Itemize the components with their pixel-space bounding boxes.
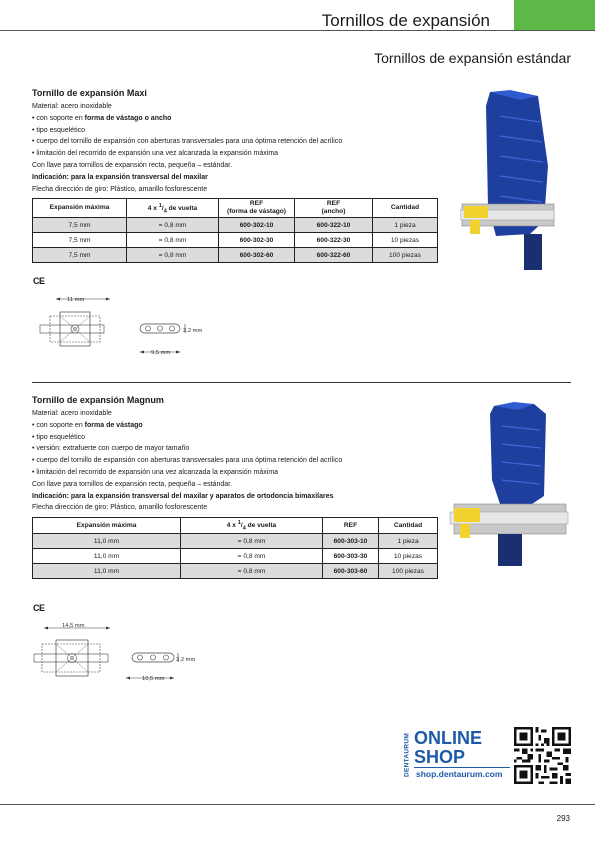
table-cell: 10 piezas <box>373 233 438 248</box>
table-cell: 1 pieza <box>373 218 438 233</box>
table-row <box>33 218 438 233</box>
table-cell: 600-303-30 <box>323 549 379 564</box>
dim-height-label: 3,2 mm <box>176 657 196 663</box>
table-cell: 7,5 mm <box>33 218 127 233</box>
bullet-text: con soporte en <box>36 114 85 122</box>
online-shop-block[interactable] <box>400 727 572 783</box>
product-title: Tornillo de expansión Maxi <box>32 88 147 98</box>
table-cell: 1 pieza <box>379 534 438 549</box>
col-header-sub: (ancho) <box>321 208 346 216</box>
product-title: Tornillo de expansión Magnum <box>32 395 164 405</box>
table-cell: = 0,8 mm <box>127 248 219 263</box>
bullet-item <box>32 136 440 148</box>
table-cell: 600-322-10 <box>295 218 373 233</box>
table-header-row <box>33 518 438 534</box>
material-line: Material: acero inoxidable <box>32 410 112 417</box>
shop-rule <box>414 767 510 768</box>
col-header: Cantidad <box>373 199 438 218</box>
bullet-item <box>32 125 440 137</box>
dim-height-label: 3,2 mm <box>183 328 203 334</box>
table-cell: 100 piezas <box>373 248 438 263</box>
material-line: Material: acero inoxidable <box>32 103 112 110</box>
dim-top-label: 11 mm <box>67 297 85 303</box>
col-header: 4 x $^1/_4$ de vuelta <box>127 199 219 218</box>
fraction-num: 1 <box>158 202 162 209</box>
col-header-text: 4 x <box>147 204 159 212</box>
fraction-den: 4 <box>163 208 167 215</box>
maxi-technical-drawing <box>30 292 220 362</box>
table-cell: 11,0 mm <box>33 534 181 549</box>
ce-mark: CE <box>33 276 45 286</box>
arrow-line: Flecha dirección de giro: Plástico, amarillo fosforescente <box>32 504 208 512</box>
magnum-technical-drawing <box>30 618 220 688</box>
table-cell: 100 piezas <box>379 564 438 579</box>
magnum-product-image <box>448 400 570 570</box>
col-header: REF <box>323 518 379 534</box>
indication-line: Indicación: para la expansión transversal del maxilar <box>32 173 208 181</box>
table-row <box>33 534 438 549</box>
ce-mark: CE <box>33 603 45 613</box>
indication-line: Indicación: para la expansión transversal del maxilar y aparatos de ortodoncia bimaxilares <box>32 492 334 500</box>
product-maxi <box>32 88 440 263</box>
maxi-product-image <box>460 86 556 274</box>
col-header-text: REF <box>326 200 341 208</box>
bullet-item <box>32 420 440 432</box>
footer-rule <box>0 804 595 805</box>
bullet-text: tipo esquelético <box>36 433 86 441</box>
table-cell: 600-322-60 <box>295 248 373 263</box>
section-title: Tornillos de expansión estándar <box>374 50 571 66</box>
table-cell: = 0,8 mm <box>127 218 219 233</box>
col-header-text: 4 x <box>226 522 238 530</box>
bullet-text: cuerpo del tornillo de expansión con aberturas transversales para una óptima retención del acrílico <box>36 457 343 465</box>
bullet-item <box>32 113 440 125</box>
dim-bottom-label: 10,5 mm <box>142 676 165 682</box>
bullet-item <box>32 443 440 455</box>
table-row <box>33 564 438 579</box>
table-cell: 600-303-10 <box>323 534 379 549</box>
table-cell: 10 piezas <box>379 549 438 564</box>
bullet-text: versión: extrafuerte con cuerpo de mayor tamaño <box>36 445 190 453</box>
chapter-tab <box>514 0 595 30</box>
table-cell: 600-302-30 <box>219 233 295 248</box>
col-header-sub: (forma de vástago) <box>227 208 286 216</box>
table-cell: = 0,8 mm <box>181 534 323 549</box>
shop-online-text: ONLINE <box>414 728 483 748</box>
arrow-line: Flecha dirección de giro: Plástico, amarillo fosforescente <box>32 185 208 193</box>
fraction-den: 4 <box>242 525 246 532</box>
chapter-title: Tornillos de expansión <box>321 11 490 30</box>
table-cell: 7,5 mm <box>33 233 127 248</box>
table-cell: = 0,8 mm <box>127 233 219 248</box>
brand-side-label <box>400 727 412 783</box>
col-header: 4 x $^1/_4$ de vuelta <box>181 518 323 534</box>
bullet-text: cuerpo del tornillo de expansión con aberturas transversales para una óptima retención del acrílico <box>36 138 343 146</box>
bullet-text: tipo esquelético <box>36 126 86 134</box>
brand-text: DENTAURUM <box>403 732 411 778</box>
table-row <box>33 233 438 248</box>
col-header-sub: de vuelta <box>247 522 277 530</box>
product-magnum <box>32 395 440 579</box>
col-header <box>219 199 295 218</box>
bullet-text: limitación del recorrido de expansión una vez alcanzada la expansión máxima <box>36 468 279 476</box>
col-header: Cantidad <box>379 518 438 534</box>
table-cell: 11,0 mm <box>33 549 181 564</box>
qr-code-icon[interactable] <box>514 727 571 784</box>
spec-table <box>32 198 438 263</box>
shop-url-link[interactable]: shop.dentaurum.com <box>416 769 503 779</box>
table-row <box>33 549 438 564</box>
col-header-sub: de vuelta <box>168 204 198 212</box>
col-header: Expansión máxima <box>33 199 127 218</box>
section-divider <box>32 382 571 383</box>
table-cell: 7,5 mm <box>33 248 127 263</box>
table-cell: 11,0 mm <box>33 564 181 579</box>
shop-shop-text: SHOP <box>414 747 466 767</box>
col-header-text: REF <box>249 200 264 208</box>
table-cell: 600-303-60 <box>323 564 379 579</box>
table-cell: 600-302-10 <box>219 218 295 233</box>
bullet-item <box>32 432 440 444</box>
bullet-item <box>32 148 440 160</box>
dim-bottom-label: 9,5 mm <box>151 350 171 356</box>
key-line: Con llave para tornillos de expansión recta, pequeña – estándar. <box>32 480 233 488</box>
bullet-item <box>32 467 440 479</box>
bullet-text: limitación del recorrido de expansión una vez alcanzada la expansión máxima <box>36 150 279 158</box>
table-cell: = 0,8 mm <box>181 549 323 564</box>
bullet-bold-text: forma de vástago o ancho <box>84 114 172 122</box>
page-number: 293 <box>556 814 570 823</box>
key-line: Con llave para tornillos de expansión recta, pequeña – estándar. <box>32 161 233 169</box>
spec-table <box>32 517 438 579</box>
col-header <box>295 199 373 218</box>
fraction-num: 1 <box>237 519 241 526</box>
bullet-text: con soporte en <box>36 421 85 429</box>
table-row <box>33 248 438 263</box>
col-header: Expansión máxima <box>33 518 181 534</box>
table-cell: 600-322-30 <box>295 233 373 248</box>
bullet-item <box>32 455 440 467</box>
table-header-row <box>33 199 438 218</box>
header-rule <box>0 30 595 31</box>
table-cell: = 0,8 mm <box>181 564 323 579</box>
bullet-bold-text: forma de vástago <box>84 421 143 429</box>
table-cell: 600-302-60 <box>219 248 295 263</box>
dim-top-label: 14,5 mm <box>62 623 85 629</box>
